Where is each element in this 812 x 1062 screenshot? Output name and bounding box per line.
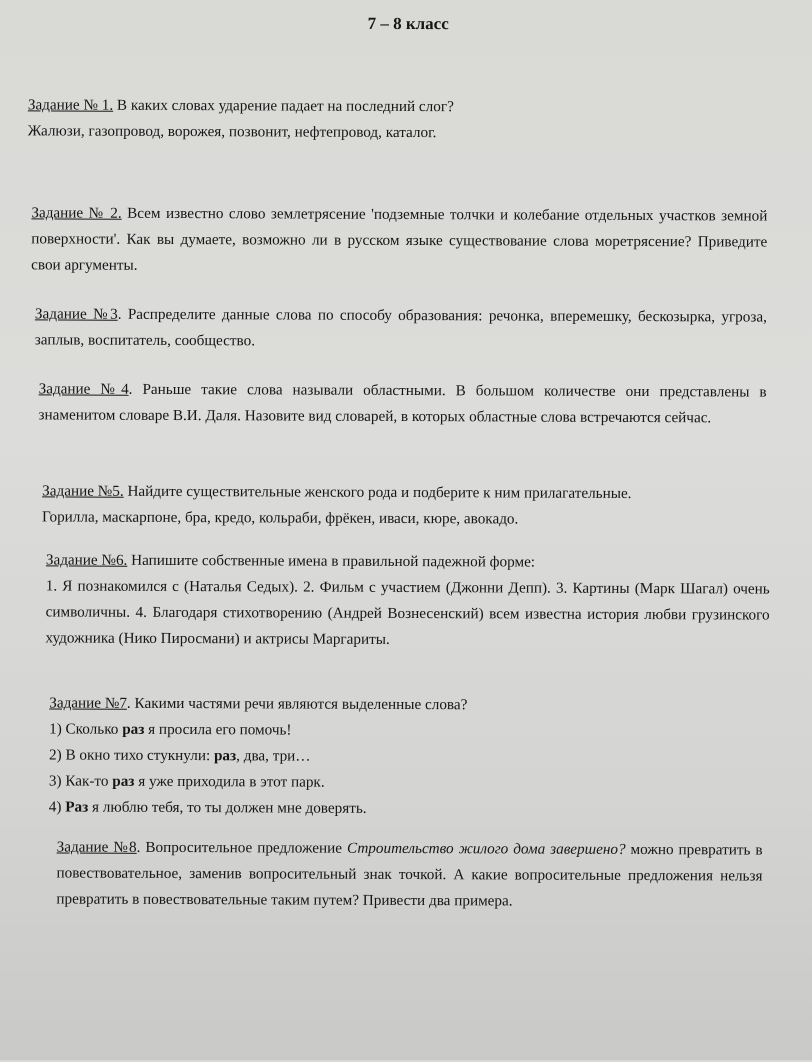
task-8 [56, 834, 762, 915]
task-4 [38, 376, 766, 431]
task-6-body: 1. Я познакомился с (Наталья Седых). 2. Фильм с участием (Джонни Депп). 3. Картины (Марк Шагал) очень символичны. 4. Благодаря стихотворению (Андрей Вознесенский) всем известна история любви грузинского художника (Нико Пиросмани) и актрисы Маргариты. [45, 577, 770, 648]
task-1-text: В каких словах ударение падает на последний слог? [113, 96, 454, 116]
task-7 [49, 690, 770, 823]
task-7-label: Задание №7 [49, 694, 127, 712]
task-8-rest: можно превратить в повествовательное, заменив вопросительный знак точкой. А какие вопросительные предложения нельзя превратить в повествовательные таким путем? Привести два примера. [56, 840, 763, 910]
task-3-text: . Распределите данные слова по способу образования: речонка, вперемешку, бескозырка, угроза, заплыв, воспитатель, сообщество. [34, 305, 767, 350]
task-1 [28, 92, 588, 146]
task-8-text: . Вопросительное предложение [136, 838, 348, 857]
task-2-text: Всем известно слово землетрясение 'подземные толчки и колебание отдельных участков земной поверхности'. Как вы думаете, возможно ли в русском языке существование слова моретрясение? Приведите свои аргументы. [31, 204, 768, 274]
task-7-item-1: 1) Сколько раз я просила его помочь! [49, 720, 292, 739]
task-1-words: Жалюзи, газопровод, ворожея, позвонит, нефтепровод, каталог. [27, 122, 437, 142]
task-6-label: Задание №6. [45, 551, 128, 569]
task-6-text: Напишите собственные имена в правильной падежной форме: [127, 551, 536, 571]
task-4-label: Задание №4 [38, 380, 129, 398]
task-5 [42, 478, 770, 533]
task-7-item-4: 4) Раз я люблю тебя, то ты должен мне доверять. [48, 798, 367, 817]
task-7-text: . Какими частями речи являются выделенные слова? [126, 694, 468, 714]
task-8-example: Строительство жилого дома завершено? [346, 839, 626, 858]
task-1-label: Задание № 1. [27, 96, 114, 114]
task-5-text: Найдите существительные женского рода и подберите к ним прилагательные. [123, 482, 632, 502]
task-7-item-2: 2) В окно тихо стукнули: раз, два, три… [48, 746, 311, 765]
page-title: 7 – 8 класс [367, 13, 449, 34]
task-6 [45, 547, 769, 654]
task-2 [31, 200, 767, 281]
task-8-label: Задание №8 [56, 838, 137, 856]
task-7-item-3: 3) Как-то раз я уже приходила в этот парк. [48, 772, 325, 791]
task-4-text: . Раньше такие слова называли областными. В большом количестве они представлены в знаменитом словаре В.И. Даля. Назовите вид словарей, в которых областные слова встречаются сейчас. [38, 380, 767, 427]
task-2-label: Задание № 2. [31, 204, 122, 222]
task-5-label: Задание №5. [42, 482, 124, 500]
task-3-label: Задание №3 [34, 305, 118, 323]
task-3 [35, 301, 767, 356]
task-5-words: Горилла, маскарпоне, бра, кредо, кольраби, фрёкен, иваси, кюре, авокадо. [42, 508, 519, 528]
